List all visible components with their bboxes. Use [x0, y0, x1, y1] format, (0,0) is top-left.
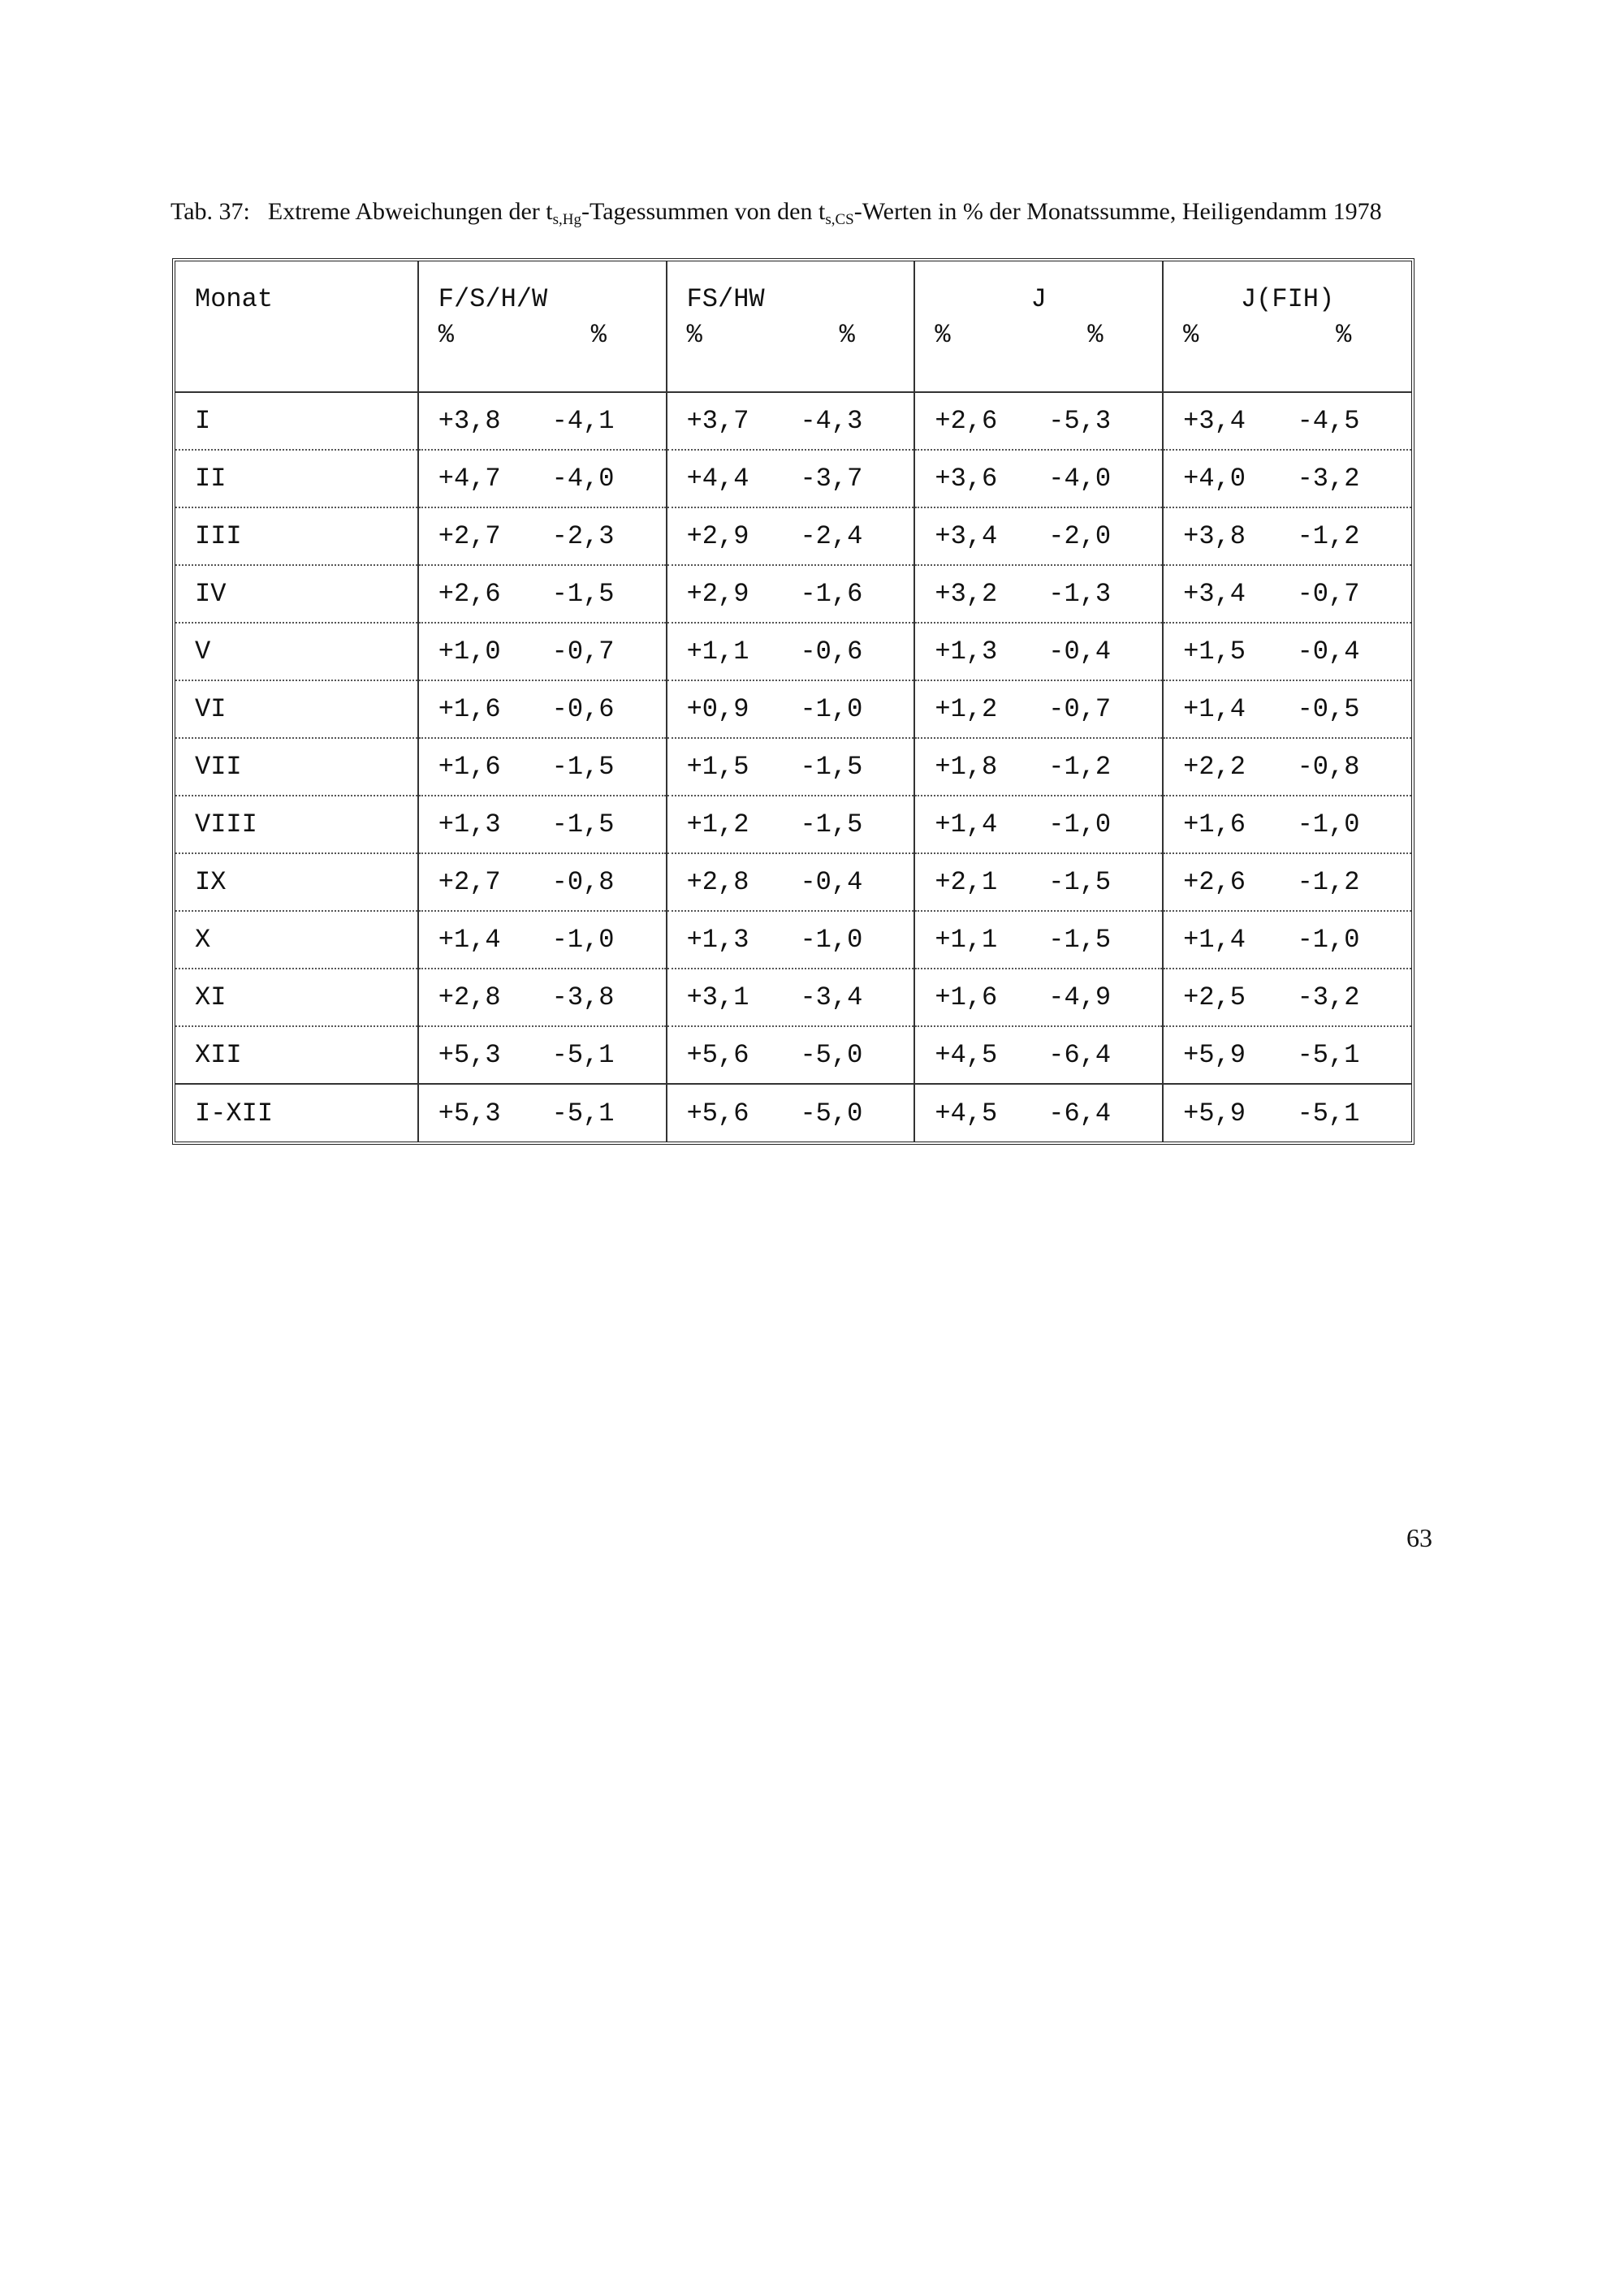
- value-negative: -4,3: [800, 406, 863, 436]
- value-negative: -2,0: [1048, 521, 1112, 551]
- group-cell: [1163, 450, 1411, 507]
- group-cell: [418, 853, 667, 911]
- value-positive: +2,6: [1183, 867, 1246, 897]
- table-row: [175, 911, 1411, 969]
- value-positive: +2,2: [1183, 752, 1246, 782]
- group-cell: [1163, 1026, 1411, 1084]
- value-negative: -6,4: [1048, 1098, 1112, 1129]
- value-negative: -1,3: [1048, 579, 1112, 609]
- group-cell: [914, 853, 1163, 911]
- value-negative: -3,7: [800, 464, 863, 494]
- value-negative: -0,4: [1048, 637, 1112, 667]
- value-positive: +2,8: [438, 982, 501, 1012]
- header-month: [175, 261, 418, 392]
- group-cell: [667, 507, 915, 565]
- value-positive: +1,1: [686, 637, 749, 667]
- caption-subscript-2: s,CS: [825, 211, 854, 228]
- month-cell: IV: [175, 565, 418, 623]
- value-positive: +5,9: [1183, 1098, 1246, 1129]
- value-positive: +2,7: [438, 521, 501, 551]
- header-unit: %: [686, 320, 702, 350]
- group-cell: [418, 450, 667, 507]
- value-positive: +2,6: [935, 406, 998, 436]
- value-positive: +4,0: [1183, 464, 1246, 494]
- month-cell: IX: [175, 853, 418, 911]
- value-positive: +1,2: [686, 809, 749, 839]
- month-cell: I: [195, 406, 211, 436]
- group-cell: [914, 392, 1163, 450]
- table-row: [175, 680, 1411, 738]
- value-negative: -0,8: [1297, 752, 1360, 782]
- value-negative: -0,6: [800, 637, 863, 667]
- value-positive: +2,1: [935, 867, 998, 897]
- caption-text-part3: -Werten in % der Monatssumme, Heiligendamm 1978: [853, 198, 1382, 225]
- value-positive: +2,9: [686, 521, 749, 551]
- value-negative: -3,8: [551, 982, 615, 1012]
- value-positive: +4,5: [935, 1040, 998, 1070]
- group-cell: [1163, 565, 1411, 623]
- group-cell: [667, 680, 915, 738]
- header-unit: %: [438, 320, 454, 350]
- month-cell: XII: [175, 1026, 418, 1084]
- group-cell: [418, 1084, 667, 1142]
- group-cell: [914, 796, 1163, 853]
- header-group-name: FS/HW: [686, 284, 765, 314]
- value-positive: +1,5: [1183, 637, 1246, 667]
- table-row: [175, 738, 1411, 796]
- table-row: [175, 1026, 1411, 1084]
- value-positive: +1,4: [935, 809, 998, 839]
- group-cell: [1163, 680, 1411, 738]
- group-cell: [667, 623, 915, 680]
- value-negative: -1,5: [551, 752, 615, 782]
- group-cell: [418, 911, 667, 969]
- value-positive: +2,6: [438, 579, 501, 609]
- month-cell: VI: [175, 680, 418, 738]
- group-cell: [1163, 796, 1411, 853]
- group-cell: [667, 450, 915, 507]
- value-positive: +1,4: [438, 925, 501, 955]
- table-header-row: [175, 261, 1411, 392]
- value-negative: -5,1: [1297, 1098, 1360, 1129]
- value-positive: +1,6: [438, 752, 501, 782]
- value-positive: +1,6: [1183, 809, 1246, 839]
- group-cell: [418, 623, 667, 680]
- group-cell: [1163, 507, 1411, 565]
- value-negative: -1,0: [1048, 809, 1112, 839]
- group-cell: [667, 969, 915, 1026]
- value-negative: -1,5: [551, 809, 615, 839]
- group-cell: [914, 738, 1163, 796]
- value-positive: +1,1: [935, 925, 998, 955]
- value-negative: -0,4: [1297, 637, 1360, 667]
- value-positive: +1,4: [1183, 694, 1246, 724]
- month-cell: VII: [175, 738, 418, 796]
- group-cell: [418, 507, 667, 565]
- value-positive: +1,5: [686, 752, 749, 782]
- header-month-label: Monat: [195, 284, 274, 314]
- value-negative: -2,3: [551, 521, 615, 551]
- value-positive: +5,3: [438, 1040, 501, 1070]
- value-positive: +4,7: [438, 464, 501, 494]
- value-positive: +5,6: [686, 1040, 749, 1070]
- header-unit: %: [935, 320, 951, 350]
- group-cell: [914, 969, 1163, 1026]
- value-positive: +1,6: [438, 694, 501, 724]
- group-cell: [418, 1026, 667, 1084]
- value-negative: -4,5: [1297, 406, 1360, 436]
- table-caption: [171, 198, 1437, 229]
- table-body: [175, 392, 1411, 1142]
- table-row: [175, 1084, 1411, 1142]
- value-negative: -0,8: [551, 867, 615, 897]
- value-positive: +1,3: [438, 809, 501, 839]
- group-cell: [418, 796, 667, 853]
- value-negative: -0,7: [1297, 579, 1360, 609]
- value-negative: -6,4: [1048, 1040, 1112, 1070]
- month-cell: X: [175, 911, 418, 969]
- month-cell: II: [175, 450, 418, 507]
- table-row: [175, 853, 1411, 911]
- value-negative: -3,2: [1297, 464, 1360, 494]
- value-negative: -0,7: [1048, 694, 1112, 724]
- group-cell: [667, 911, 915, 969]
- value-positive: +5,9: [1183, 1040, 1246, 1070]
- group-cell: [914, 1026, 1163, 1084]
- header-unit: %: [839, 320, 855, 350]
- group-cell: [914, 911, 1163, 969]
- group-cell: [418, 565, 667, 623]
- value-negative: -1,2: [1297, 521, 1360, 551]
- group-cell: [1163, 1084, 1411, 1142]
- value-positive: +2,9: [686, 579, 749, 609]
- value-negative: -1,0: [551, 925, 615, 955]
- month-cell: XI: [175, 969, 418, 1026]
- value-positive: +1,0: [438, 637, 501, 667]
- group-cell: [667, 1026, 915, 1084]
- month-cell: VIII: [175, 796, 418, 853]
- header-group-3: [914, 261, 1163, 392]
- group-cell: [1163, 853, 1411, 911]
- group-cell: [1163, 911, 1411, 969]
- value-negative: -5,1: [551, 1098, 615, 1129]
- value-negative: -1,5: [800, 809, 863, 839]
- month-cell: III: [175, 507, 418, 565]
- value-negative: -0,6: [551, 694, 615, 724]
- value-negative: -5,0: [800, 1098, 863, 1129]
- value-positive: +1,2: [935, 694, 998, 724]
- value-negative: -4,9: [1048, 982, 1112, 1012]
- data-table-frame: [172, 258, 1415, 1145]
- group-cell: [914, 507, 1163, 565]
- header-unit: %: [1087, 320, 1104, 350]
- month-cell: I-XII: [175, 1084, 418, 1142]
- value-positive: +3,2: [935, 579, 998, 609]
- header-group-name: J(FIH): [1240, 284, 1335, 314]
- group-cell: [418, 969, 667, 1026]
- value-positive: +1,6: [935, 982, 998, 1012]
- value-negative: -0,5: [1297, 694, 1360, 724]
- table-row: [175, 796, 1411, 853]
- group-cell: [914, 1084, 1163, 1142]
- value-positive: +3,8: [438, 406, 501, 436]
- value-positive: +1,4: [1183, 925, 1246, 955]
- caption-text-part1: Extreme Abweichungen der t: [267, 198, 553, 225]
- table-row: [175, 392, 1411, 450]
- value-positive: +0,9: [686, 694, 749, 724]
- value-negative: -4,0: [551, 464, 615, 494]
- group-cell: [914, 680, 1163, 738]
- group-cell: [914, 450, 1163, 507]
- group-cell: [1163, 392, 1411, 450]
- group-cell: [1163, 738, 1411, 796]
- value-positive: +3,4: [1183, 579, 1246, 609]
- page-number: 63: [1406, 1523, 1432, 1552]
- value-positive: +3,6: [935, 464, 998, 494]
- value-negative: -1,0: [1297, 809, 1360, 839]
- value-positive: +3,8: [1183, 521, 1246, 551]
- value-negative: -1,6: [800, 579, 863, 609]
- group-cell: [667, 1084, 915, 1142]
- caption-label: Tab. 37:: [171, 198, 250, 225]
- table-row: [175, 507, 1411, 565]
- group-cell: [667, 392, 915, 450]
- value-positive: +1,3: [935, 637, 998, 667]
- value-positive: +4,4: [686, 464, 749, 494]
- value-negative: -1,0: [800, 694, 863, 724]
- value-negative: -1,5: [1048, 867, 1112, 897]
- value-negative: -0,4: [800, 867, 863, 897]
- value-negative: -0,7: [551, 637, 615, 667]
- value-positive: +4,5: [935, 1098, 998, 1129]
- value-positive: +3,4: [935, 521, 998, 551]
- value-negative: -5,1: [1297, 1040, 1360, 1070]
- value-positive: +3,7: [686, 406, 749, 436]
- month-cell: V: [175, 623, 418, 680]
- value-negative: -1,2: [1048, 752, 1112, 782]
- header-unit: %: [590, 320, 607, 350]
- group-cell: [1163, 969, 1411, 1026]
- group-cell: [418, 392, 667, 450]
- group-cell: [667, 565, 915, 623]
- value-negative: -1,2: [1297, 867, 1360, 897]
- value-positive: +3,1: [686, 982, 749, 1012]
- header-group-2: [667, 261, 915, 392]
- value-negative: -1,0: [1297, 925, 1360, 955]
- header-group-4: [1163, 261, 1411, 392]
- group-cell: [667, 738, 915, 796]
- group-cell: [914, 565, 1163, 623]
- value-negative: -1,5: [1048, 925, 1112, 955]
- caption-text-part2: -Tagessummen von den t: [581, 198, 826, 225]
- header-group-name: F/S/H/W: [438, 284, 548, 314]
- value-positive: +1,8: [935, 752, 998, 782]
- value-negative: -3,2: [1297, 982, 1360, 1012]
- group-cell: [667, 853, 915, 911]
- value-positive: +1,3: [686, 925, 749, 955]
- value-positive: +5,3: [438, 1098, 501, 1129]
- value-positive: +2,8: [686, 867, 749, 897]
- value-negative: -4,1: [551, 406, 615, 436]
- group-cell: [667, 796, 915, 853]
- caption-subscript-1: s,Hg: [552, 211, 581, 228]
- value-negative: -2,4: [800, 521, 863, 551]
- value-negative: -5,3: [1048, 406, 1112, 436]
- value-positive: +2,7: [438, 867, 501, 897]
- value-negative: -1,5: [800, 752, 863, 782]
- header-group-1: [418, 261, 667, 392]
- group-cell: [1163, 623, 1411, 680]
- group-cell: [914, 623, 1163, 680]
- value-positive: +2,5: [1183, 982, 1246, 1012]
- value-positive: +3,4: [1183, 406, 1246, 436]
- header-unit: %: [1183, 320, 1199, 350]
- header-unit: %: [1336, 320, 1352, 350]
- header-group-name: J: [1030, 284, 1047, 314]
- value-negative: -4,0: [1048, 464, 1112, 494]
- value-negative: -3,4: [800, 982, 863, 1012]
- value-negative: -1,5: [551, 579, 615, 609]
- value-negative: -5,0: [800, 1040, 863, 1070]
- deviation-table: [175, 261, 1411, 1142]
- table-row: [175, 969, 1411, 1026]
- value-negative: -1,0: [800, 925, 863, 955]
- table-row: [175, 623, 1411, 680]
- value-positive: +5,6: [686, 1098, 749, 1129]
- group-cell: [418, 738, 667, 796]
- group-cell: [418, 680, 667, 738]
- value-negative: -5,1: [551, 1040, 615, 1070]
- table-row: [175, 450, 1411, 507]
- table-row: [175, 565, 1411, 623]
